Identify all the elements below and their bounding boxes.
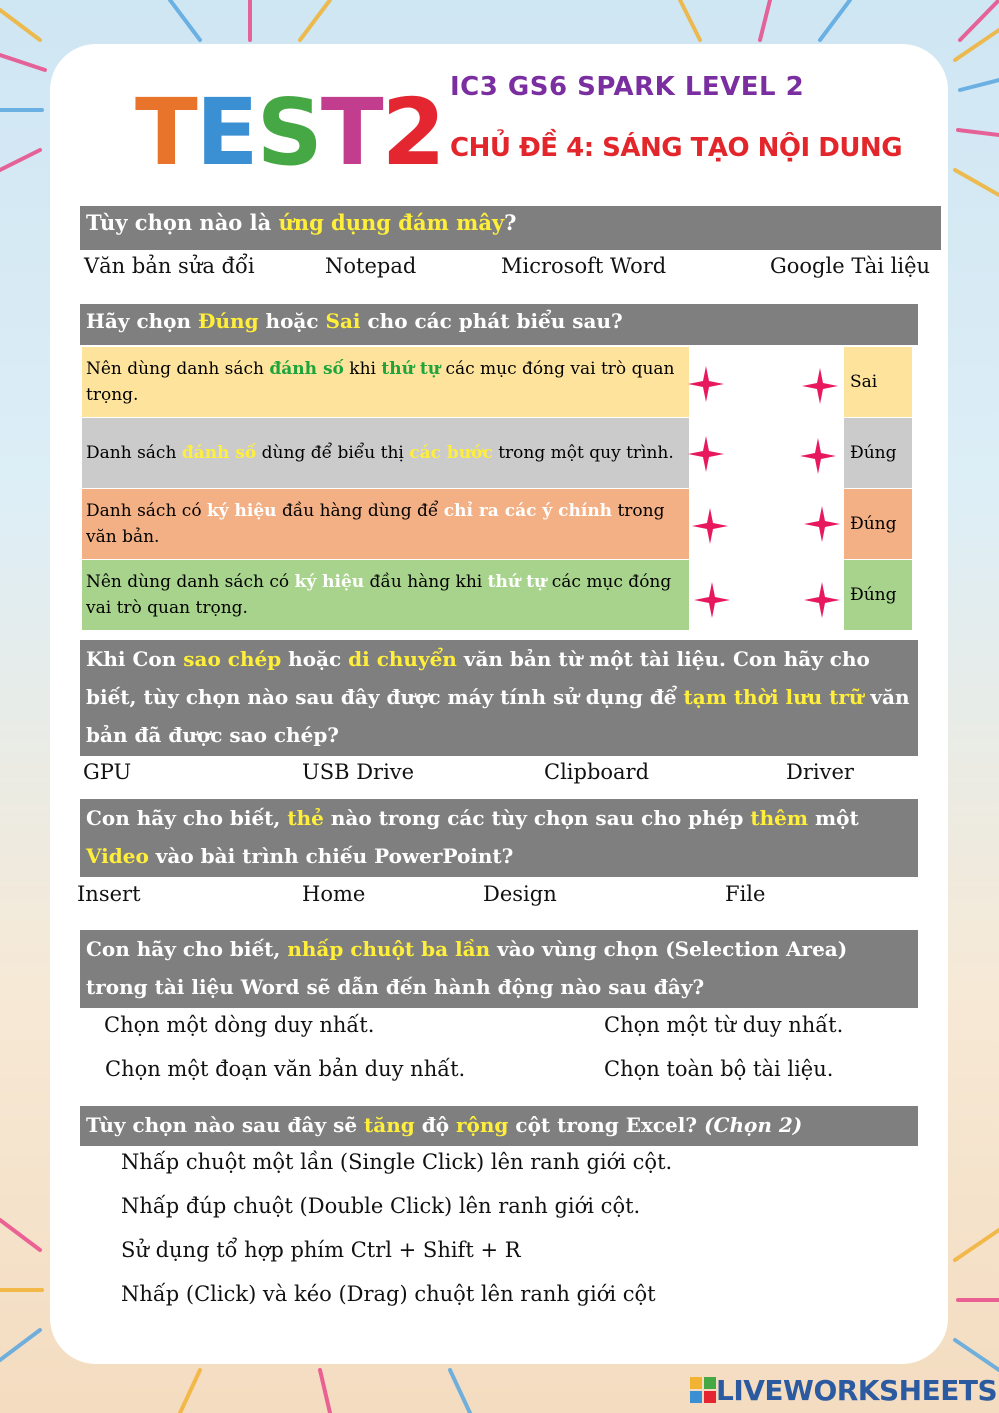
sparkle-icon[interactable] [800, 438, 836, 474]
sparkle-icon[interactable] [692, 508, 728, 544]
liveworksheets-logo-icon [690, 1377, 716, 1403]
statement-row-3: Danh sách có ký hiệu đầu hàng dùng để chỉ ra các ý chính trong văn bản. [82, 489, 689, 559]
statement-row-2: Danh sách đánh số dùng để biểu thị các bước trong một quy trình. [82, 418, 689, 488]
question-1: Tùy chọn nào là ứng dụng đám mây? [80, 206, 941, 250]
sparkle-icon[interactable] [688, 366, 724, 402]
q1-option-4[interactable]: Google Tài liệu [770, 254, 931, 278]
q1-option-2[interactable]: Notepad [325, 254, 417, 278]
q6-option-1[interactable]: Nhấp chuột một lần (Single Click) lên ranh giới cột. [121, 1150, 673, 1174]
statement-row-1: Nên dùng danh sách đánh số khi thứ tự các mục đóng vai trò quan trọng. [82, 347, 689, 417]
q1-option-3[interactable]: Microsoft Word [501, 254, 667, 278]
q4-option-1[interactable]: Insert [77, 882, 141, 906]
q3-option-4[interactable]: Driver [786, 760, 854, 784]
q5-option-4[interactable]: Chọn toàn bộ tài liệu. [604, 1057, 834, 1081]
answer-4[interactable]: Đúng [844, 560, 912, 630]
q4-option-3[interactable]: Design [483, 882, 557, 906]
q5-option-2[interactable]: Chọn một từ duy nhất. [604, 1013, 844, 1037]
statement-row-4: Nên dùng danh sách có ký hiệu đầu hàng khi thứ tự các mục đóng vai trò quan trọng. [82, 560, 689, 630]
q4-option-2[interactable]: Home [302, 882, 366, 906]
q3-option-2[interactable]: USB Drive [302, 760, 415, 784]
question-5: Con hãy cho biết, nhấp chuột ba lần vào vùng chọn (Selection Area) trong tài liệu Word sẽ dẫn đến hành động nào sau đây? [80, 930, 918, 1008]
sparkle-icon[interactable] [694, 582, 730, 618]
sparkle-icon[interactable] [802, 368, 838, 404]
answer-3[interactable]: Đúng [844, 489, 912, 559]
q3-option-3[interactable]: Clipboard [544, 760, 650, 784]
topic-title: CHỦ ĐỀ 4: SÁNG TẠO NỘI DUNG [450, 133, 903, 163]
sparkle-icon[interactable] [804, 582, 840, 618]
q4-option-4[interactable]: File [725, 882, 766, 906]
sparkle-icon[interactable] [688, 436, 724, 472]
course-title: IC3 GS6 SPARK LEVEL 2 [450, 72, 805, 102]
q1-option-1[interactable]: Văn bản sửa đổi [84, 254, 255, 278]
logo-text: TEST2 [135, 79, 444, 186]
sparkle-icon[interactable] [804, 506, 840, 542]
q6-option-3[interactable]: Sử dụng tổ hợp phím Ctrl + Shift + R [121, 1238, 521, 1262]
question-3: Khi Con sao chép hoặc di chuyển văn bản từ một tài liệu. Con hãy cho biết, tùy chọn nào sau đây được máy tính sử dụng để tạm thời lưu trữ văn bản đã được sao chép? [80, 640, 918, 756]
answer-2[interactable]: Đúng [844, 418, 912, 488]
q5-option-3[interactable]: Chọn một đoạn văn bản duy nhất. [105, 1057, 466, 1081]
brand-text: LIVEWORKSHEETS [716, 1373, 998, 1407]
question-2: Hãy chọn Đúng hoặc Sai cho các phát biểu sau? [80, 304, 918, 345]
q6-option-2[interactable]: Nhấp đúp chuột (Double Click) lên ranh giới cột. [121, 1194, 641, 1218]
q5-option-1[interactable]: Chọn một dòng duy nhất. [104, 1013, 375, 1037]
question-4: Con hãy cho biết, thẻ nào trong các tùy chọn sau cho phép thêm một Video vào bài trình chiếu PowerPoint? [80, 799, 918, 877]
q6-option-4[interactable]: Nhấp (Click) và kéo (Drag) chuột lên ranh giới cột [121, 1282, 656, 1306]
answer-1[interactable]: Sai [844, 347, 912, 417]
liveworksheets-brand [690, 1370, 997, 1410]
test-logo [135, 79, 444, 186]
question-6: Tùy chọn nào sau đây sẽ tăng độ rộng cột trong Excel? (Chọn 2) [80, 1106, 918, 1146]
q3-option-1[interactable]: GPU [83, 760, 132, 784]
